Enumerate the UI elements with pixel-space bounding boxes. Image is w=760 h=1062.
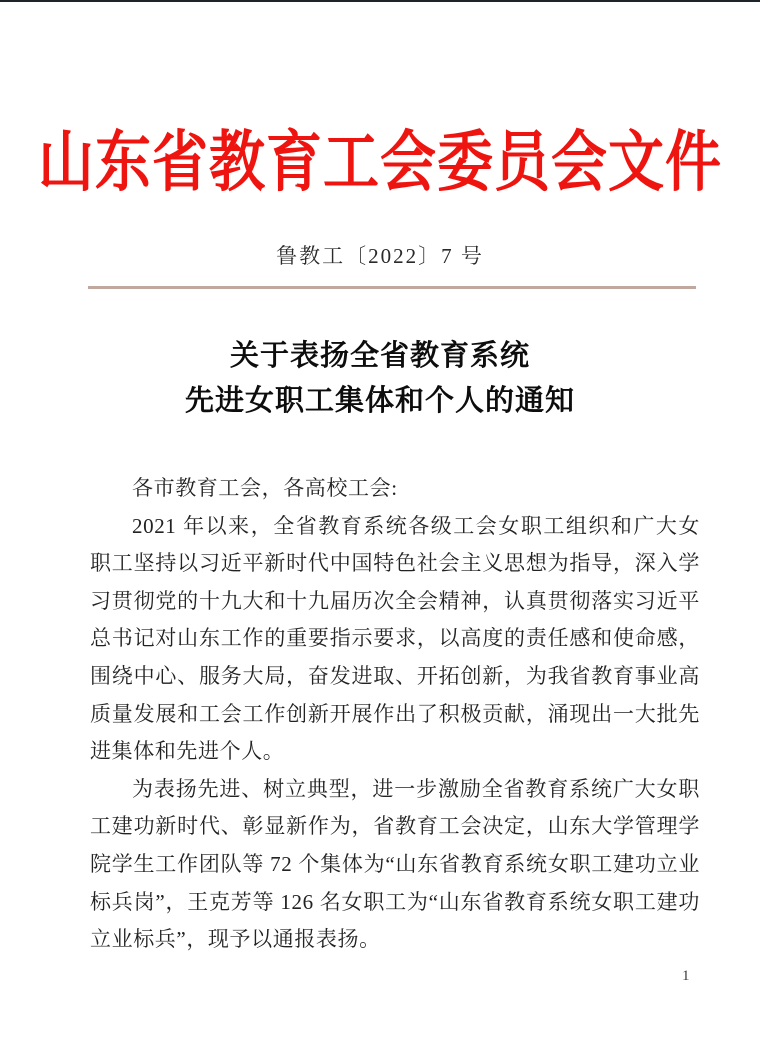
notice-title — [0, 334, 760, 424]
document-number: 鲁教工〔2022〕7 号 — [276, 244, 484, 268]
salutation: 各市教育工会，各高校工会: — [132, 476, 398, 500]
letterhead-divider-line — [88, 286, 696, 289]
page-number: 1 — [682, 968, 690, 984]
notice-title-line2: 先进女职工集体和个人的通知 — [184, 385, 575, 417]
body-paragraph-2: 为表扬先进、树立典型，进一步激励全省教育系统广大女职工建功新时代、彰显新作为，省教育工会决定，山东大学管理学院学生工作团队等 72 个集体为“山东省教育系统女职工建功立业标兵岗”，王克芳等 126 名女职工为“山东省教育系统女职工建功立业标兵”，现予以通报表扬。 — [90, 776, 700, 952]
body-paragraph-1: 2021 年以来，全省教育系统各级工会女职工组织和广大女职工坚持以习近平新时代中国特色社会主义思想为指导，深入学习贯彻党的十九大和十九届历次全会精神，认真贯彻落实习近平总书记对山东工作的重要指示要求，以高度的责任感和使命感，围绕中心、服务大局，奋发进取、开拓创新，为我省教育事业高质量发展和工会工作创新开展作出了积极贡献，涌现出一大批先进集体和先进个人。 — [90, 513, 700, 764]
red-letterhead-title: 山东省教育工会委员会文件 — [38, 126, 722, 200]
notice-body — [90, 470, 700, 959]
notice-title-line1: 关于表扬全省教育系统 — [229, 340, 530, 372]
